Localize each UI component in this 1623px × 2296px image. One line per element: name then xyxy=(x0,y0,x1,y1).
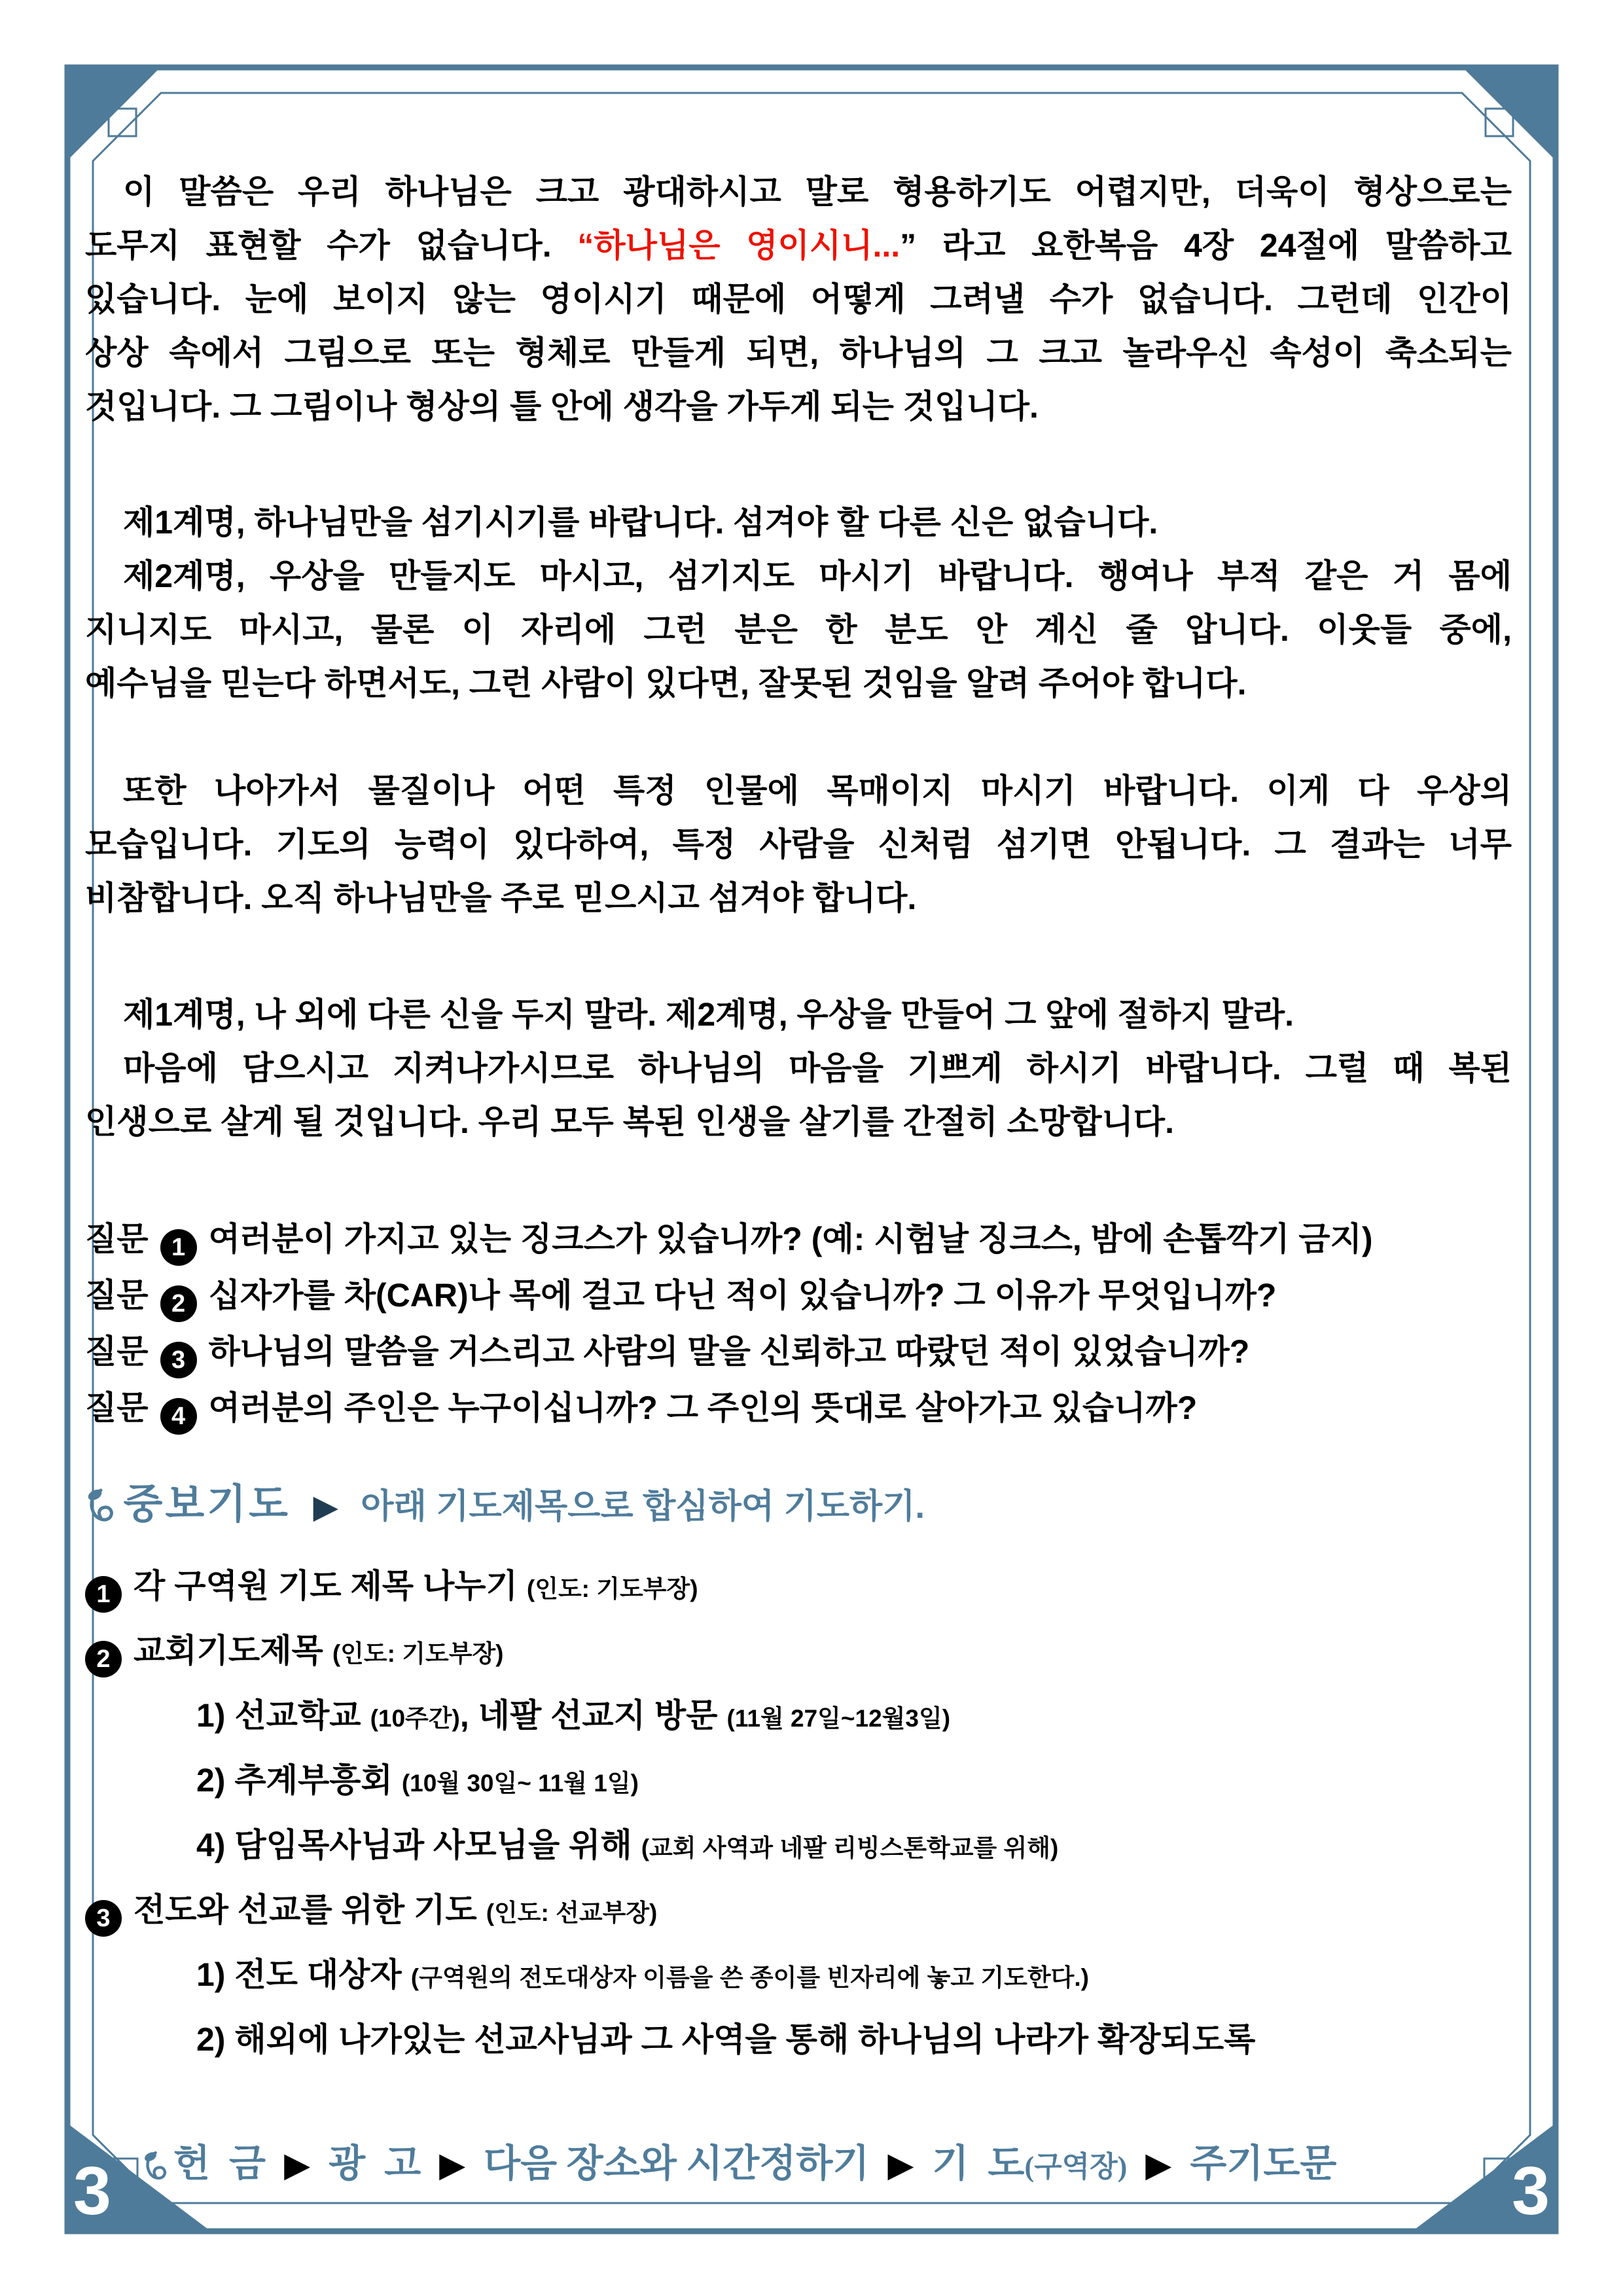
question-label: 질문 xyxy=(85,1390,149,1426)
question-1 xyxy=(85,1211,1512,1267)
footer-item-lords-prayer: 주기도문 xyxy=(1190,2142,1337,2185)
prayer-note: (교회 사역과 네팔 리빙스톤학교를 위해) xyxy=(641,1835,1059,1861)
paragraph-blessed-life xyxy=(85,988,1512,1149)
prayer-title: 중보기도 xyxy=(123,1482,291,1527)
circled-number-1: 1 xyxy=(160,1229,197,1266)
question-label: 질문 xyxy=(85,1333,149,1370)
circled-number-3: 3 xyxy=(85,1900,122,1937)
prayer-note: (10주간) xyxy=(370,1705,460,1732)
prayer-note: (10월 30일~ 11월 1일) xyxy=(401,1770,639,1797)
page-number-left: 3 xyxy=(73,2153,111,2229)
footer-item-next-meeting: 다음 장소와 시간정하기 xyxy=(484,2142,870,2185)
prayer-text: 전도와 선교를 위한 기도 xyxy=(134,1892,477,1928)
circled-number-2: 2 xyxy=(160,1285,197,1322)
prayer-subitem xyxy=(85,1814,1512,1879)
prayer-text: 4) 담임목사님과 사모님을 위해 xyxy=(196,1827,632,1863)
intercessory-prayer-heading xyxy=(85,1479,1512,1530)
prayer-note: (인도: 기도부장) xyxy=(526,1575,698,1602)
prayer-subitem xyxy=(85,2009,1512,2070)
question-text: 여러분의 주인은 누구이십니까? 그 주인의 뜻대로 살아가고 있습니까? xyxy=(208,1390,1198,1426)
footer-item-offering: 헌 금 xyxy=(173,2142,266,2185)
question-text: 여러분이 가지고 있는 징크스가 있습니까? (예: 시험날 징크스, 밤에 손톱깍기 금지) xyxy=(208,1221,1373,1257)
prayer-text: 2) 해외에 나가있는 선교사님과 그 사역을 통해 하나님의 나라가 확장되도록 xyxy=(196,2021,1256,2058)
prayer-text: 1) 선교학교 xyxy=(196,1697,361,1734)
footer-item-announcements: 광 고 xyxy=(329,2142,421,2185)
body-line: 비참합니다. 오직 하나님만을 주로 믿으시고 섬겨야 합니다. xyxy=(85,880,917,916)
body-line: 제1계명, 하나님만을 섬기시기를 바랍니다. 섬겨야 할 다른 신은 없습니다. xyxy=(123,504,1158,541)
question-text: 하나님의 말씀을 거스리고 사람의 말을 신뢰하고 따랐던 적이 있었습니까? xyxy=(208,1333,1250,1370)
body-line: 이 말씀은 우리 하나님은 크고 광대하시고 말로 형용하기도 어렵지만, 더욱이 형상으로는 xyxy=(123,173,1512,210)
arrow-right-icon: ▶ xyxy=(439,2146,466,2184)
body-line: 예수님을 믿는다 하면서도, 그런 사람이 있다면, 잘못된 것임을 알려 주어야 합니다. xyxy=(85,665,1247,702)
discussion-questions xyxy=(85,1211,1512,1436)
prayer-text: 교회기도제목 xyxy=(134,1632,323,1669)
circled-number-4: 4 xyxy=(160,1398,197,1435)
paragraph-god-is-spirit xyxy=(85,165,1512,433)
prayer-note: (인도: 기도부장) xyxy=(332,1640,504,1667)
prayer-text: 각 구역원 기도 제목 나누기 xyxy=(134,1568,518,1604)
question-2 xyxy=(85,1267,1512,1323)
body-line: 지니지도 마시고, 물론 이 자리에 그런 분은 한 분도 안 계신 줄 압니다. 이웃들 중에, xyxy=(85,611,1512,648)
body-text: 도무지 표현할 수가 없습니다. xyxy=(85,227,578,264)
circled-number-1: 1 xyxy=(85,1576,122,1613)
prayer-text: 1) 전도 대상자 xyxy=(196,1956,402,1993)
body-line-with-quote xyxy=(85,219,1512,272)
prayer-subitem xyxy=(85,1944,1512,2009)
floral-ornament-icon xyxy=(85,1486,114,1547)
prayer-subtitle: 아래 기도제목으로 합심하여 기도하기. xyxy=(361,1488,925,1526)
footer-item-prayer-note: (구역장) xyxy=(1024,2151,1128,2183)
body-line: 있습니다. 눈에 보이지 않는 영이시기 때문에 어떻게 그려낼 수가 없습니다. 그런데 인간이 xyxy=(85,281,1512,317)
arrow-right-icon: ▶ xyxy=(887,2146,914,2184)
body-line: 마음에 담으시고 지켜나가시므로 하나님의 마음을 기쁘게 하시기 바랍니다. 그럴 때 복된 xyxy=(123,1050,1512,1086)
prayer-text: , 네팔 선교지 방문 xyxy=(459,1697,718,1734)
body-line: 제2계명, 우상을 만들지도 마시고, 섬기지도 마시기 바랍니다. 행여나 부적 같은 거 몸에 xyxy=(123,558,1512,594)
body-line: 또한 나아가서 물질이나 어떤 특정 인물에 목매이지 마시기 바랍니다. 이게 다 우상의 xyxy=(123,772,1512,809)
circled-number-3: 3 xyxy=(160,1342,197,1378)
prayer-subitem xyxy=(85,1749,1512,1814)
corner-triangle-top-left xyxy=(65,65,162,162)
question-text: 십자가를 차(CAR)나 목에 걸고 다닌 적이 있습니까? 그 이유가 무엇입니까? xyxy=(208,1277,1277,1314)
paragraph-idols-warning xyxy=(85,764,1512,925)
question-label: 질문 xyxy=(85,1277,149,1314)
body-text: ” 라고 요한복음 4장 24절에 말씀하고 xyxy=(900,227,1512,264)
scripture-quote-red: “하나님은 영이시니... xyxy=(577,227,901,264)
arrow-right-icon: ▶ xyxy=(284,2146,311,2184)
prayer-subitem xyxy=(85,1685,1512,1749)
prayer-item-3 xyxy=(85,1879,1512,1944)
question-3 xyxy=(85,1323,1512,1380)
body-line: 상상 속에서 그림으로 또는 형체로 만들게 되면, 하나님의 그 크고 놀라우신 속성이 축소되는 xyxy=(85,334,1512,371)
prayer-item-1 xyxy=(85,1555,1512,1620)
prayer-note: (구역원의 전도대상자 이름을 쓴 종이를 빈자리에 놓고 기도한다.) xyxy=(410,1964,1089,1991)
body-line: 제1계명, 나 외에 다른 신을 두지 말라. 제2계명, 우상을 만들어 그 앞에 절하지 말라. xyxy=(123,996,1294,1033)
page-number-right: 3 xyxy=(1512,2153,1550,2229)
question-4 xyxy=(85,1380,1512,1436)
prayer-list xyxy=(85,1555,1512,2070)
body-line: 것입니다. 그 그림이나 형상의 틀 안에 생각을 가두게 되는 것입니다. xyxy=(85,388,1039,425)
order-of-service-line xyxy=(85,2079,1512,2255)
question-label: 질문 xyxy=(85,1221,149,1257)
footer-item-prayer: 기 도 xyxy=(932,2142,1025,2185)
circled-number-2: 2 xyxy=(85,1641,122,1677)
prayer-item-2 xyxy=(85,1620,1512,1685)
corner-triangle-top-right xyxy=(1461,65,1558,162)
floral-ornament-icon xyxy=(142,2142,167,2198)
arrow-right-icon: ▶ xyxy=(1145,2146,1172,2184)
prayer-note: (인도: 선교부장) xyxy=(486,1899,658,1926)
paragraph-commandments-1-2 xyxy=(85,495,1512,710)
body-line: 모습입니다. 기도의 능력이 있다하여, 특정 사람을 신처럼 섬기면 안됩니다. 그 결과는 너무 xyxy=(85,826,1512,863)
prayer-note: (11월 27일~12월3일) xyxy=(726,1705,951,1732)
arrow-right-icon: ▶ xyxy=(313,1488,338,1525)
prayer-text: 2) 추계부흥회 xyxy=(196,1762,393,1799)
page-content xyxy=(85,165,1512,2255)
body-line: 인생으로 살게 될 것입니다. 우리 모두 복된 인생을 살기를 간절히 소망합니다. xyxy=(85,1103,1174,1140)
